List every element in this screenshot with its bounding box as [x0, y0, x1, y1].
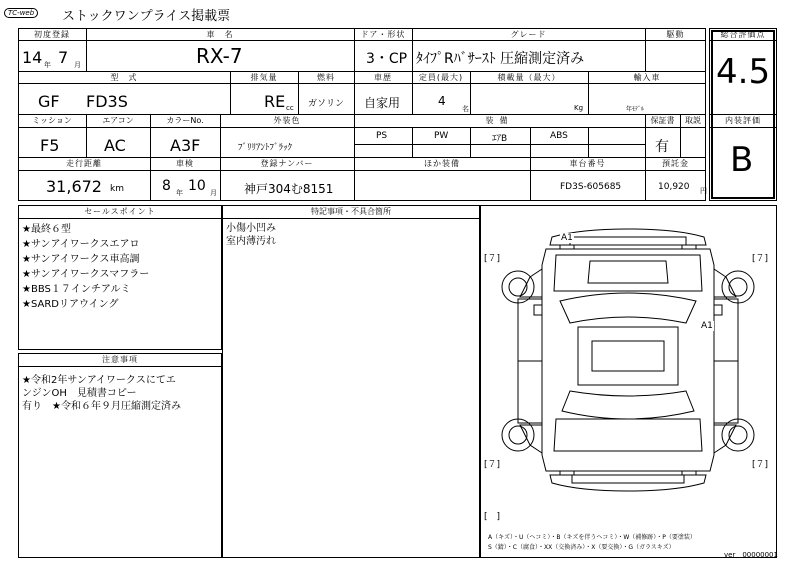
notes-header: 注意事項 — [102, 355, 138, 364]
equipment-abs: ABS — [550, 131, 568, 141]
deposit-unit: 円 — [700, 187, 707, 195]
equipment-ps: PS — [376, 131, 388, 141]
sales-point-item: ★BBS１７インチアルミ — [22, 284, 131, 295]
mileage-header: 走行距離 — [66, 159, 102, 168]
displacement-header: 排気量 — [250, 73, 278, 82]
overall-score-header: 総合評価点 — [720, 30, 766, 39]
equipment-airbag: ｴｱB — [492, 134, 508, 144]
mileage-unit: km — [110, 184, 124, 194]
capacity-unit: 名 — [462, 105, 469, 113]
notes-line: 有り ★令和６年９月圧縮測定済み — [22, 401, 181, 412]
exterior-color-header: 外装色 — [273, 116, 301, 125]
notes-line: ンジンOH 見積書コピー — [22, 388, 137, 399]
sales-point-item: ★SARDリアウイング — [22, 299, 119, 310]
overall-score: 4.5 — [716, 52, 771, 92]
special-note-line: 室内薄汚れ — [226, 236, 276, 247]
tire-left-front: [７] — [484, 254, 501, 264]
form-title: ストックワンプライス掲載票 — [62, 9, 231, 24]
displacement: RE — [264, 92, 286, 111]
load-header: 積載量（最大） — [497, 73, 561, 82]
month-unit: 月 — [74, 61, 81, 69]
chassis-no: FD3S-605685 — [560, 182, 622, 192]
exterior-color: ﾌﾞﾘﾘｱﾝﾄﾌﾞﾗｯｸ — [238, 143, 293, 153]
spare-tire: [ ] — [484, 512, 501, 522]
sales-point-item: ★サンアイワークスマフラー — [22, 269, 150, 280]
mileage: 31,672 — [46, 177, 102, 196]
special-notes-header: 特記事項・不具合箇所 — [311, 207, 391, 216]
grade: ﾀｲﾌﾟRﾊﾞｻｰｽﾄ 圧縮測定済み — [416, 51, 585, 67]
capacity: 4 — [438, 94, 446, 108]
plate: 神戸304む8151 — [244, 182, 334, 196]
model: FD3S — [86, 92, 128, 111]
damage-mark-side: A1 — [701, 321, 713, 331]
special-note-line: 小傷小凹み — [226, 223, 276, 234]
legend-line-2: S（錆）・C（腐食）・XX（交換済み）・X（要交換）・G（ガラスキズ） — [488, 544, 675, 551]
import-model-year: 年ﾓﾃﾞﾙ — [626, 106, 645, 113]
color-no-header: カラーNo. — [166, 116, 204, 125]
door-shape: 3・CP — [366, 51, 408, 67]
load-unit: Kg — [574, 104, 584, 112]
warranty-header: 保証書 — [650, 116, 675, 125]
equipment-header: 装備 — [485, 116, 514, 125]
color-no: A3F — [170, 136, 201, 155]
first-reg-header: 初度登録 — [34, 30, 70, 39]
mission-header: ミッション — [32, 116, 72, 125]
special-notes-text — [226, 222, 276, 248]
tire-right-front: [７] — [752, 254, 769, 264]
equipment-pw: PW — [434, 131, 449, 141]
car-history-header: 車歴 — [374, 73, 392, 82]
special-notes-box — [222, 205, 480, 558]
grade-header: グレード — [510, 30, 547, 39]
inspection-month-unit: 月 — [210, 189, 217, 197]
sales-points-header: セールスポイント — [84, 207, 156, 216]
notes-text — [22, 374, 181, 413]
import-header: 輸入車 — [633, 73, 661, 82]
inspection-month: 10 — [188, 178, 206, 194]
inspection-year-unit: 年 — [176, 189, 183, 197]
deposit-header: 預託金 — [662, 159, 689, 168]
car-name-header: 車 名 — [206, 30, 234, 39]
legend-line-1: A（キズ）・U（ヘコミ）・B（キズを伴うヘコミ）・W（補修跡）・P（要塗装） — [488, 534, 696, 541]
interior-score: B — [730, 140, 754, 180]
sales-points-list — [22, 222, 149, 312]
first-reg-year: 14 — [22, 48, 43, 67]
year-unit: 年 — [44, 61, 51, 69]
displacement-unit: cc — [286, 104, 294, 112]
sales-point-item: ★サンアイワークスエアロ — [22, 239, 140, 250]
tire-right-rear: [７] — [752, 460, 769, 470]
fuel-header: 燃料 — [317, 73, 335, 82]
inspection-year: 8 — [162, 178, 171, 194]
tire-left-rear: [７] — [484, 460, 501, 470]
plate-header: 登録ナンバー — [260, 159, 314, 168]
other-equipment-header: ほか装備 — [424, 159, 460, 168]
car-history: 自家用 — [364, 96, 401, 110]
model-header: 型 式 — [110, 73, 138, 82]
door-shape-header: ドア・形状 — [360, 30, 406, 39]
aircon: AC — [104, 136, 126, 155]
logo: TC-web — [4, 8, 38, 18]
warranty: 有 — [655, 139, 669, 155]
aircon-header: エアコン — [102, 116, 134, 125]
sales-point-item: ★サンアイワークス車高調 — [22, 254, 140, 265]
deposit: 10,920 — [658, 182, 690, 192]
inspection-header: 車検 — [176, 159, 194, 168]
model-prefix: GF — [38, 92, 60, 111]
capacity-header: 定員(最大) — [418, 73, 464, 82]
notes-line: ★令和2年サンアイワークスにてエ — [22, 375, 176, 386]
interior-score-header: 内装評価 — [725, 116, 761, 125]
car-name: RX-7 — [196, 44, 243, 68]
mission: F5 — [40, 136, 60, 155]
car-diagram — [480, 205, 777, 535]
drive-header: 駆動 — [666, 30, 685, 39]
version-label: ver 00000001 — [724, 551, 778, 559]
fuel: ガソリン — [308, 99, 345, 109]
sales-point-item: ★最終６型 — [22, 224, 71, 235]
first-reg-month: 7 — [58, 48, 69, 67]
chassis-no-header: 車台番号 — [569, 159, 606, 168]
damage-mark-front: A1 — [561, 233, 573, 243]
manual-header: 取説 — [685, 116, 701, 125]
